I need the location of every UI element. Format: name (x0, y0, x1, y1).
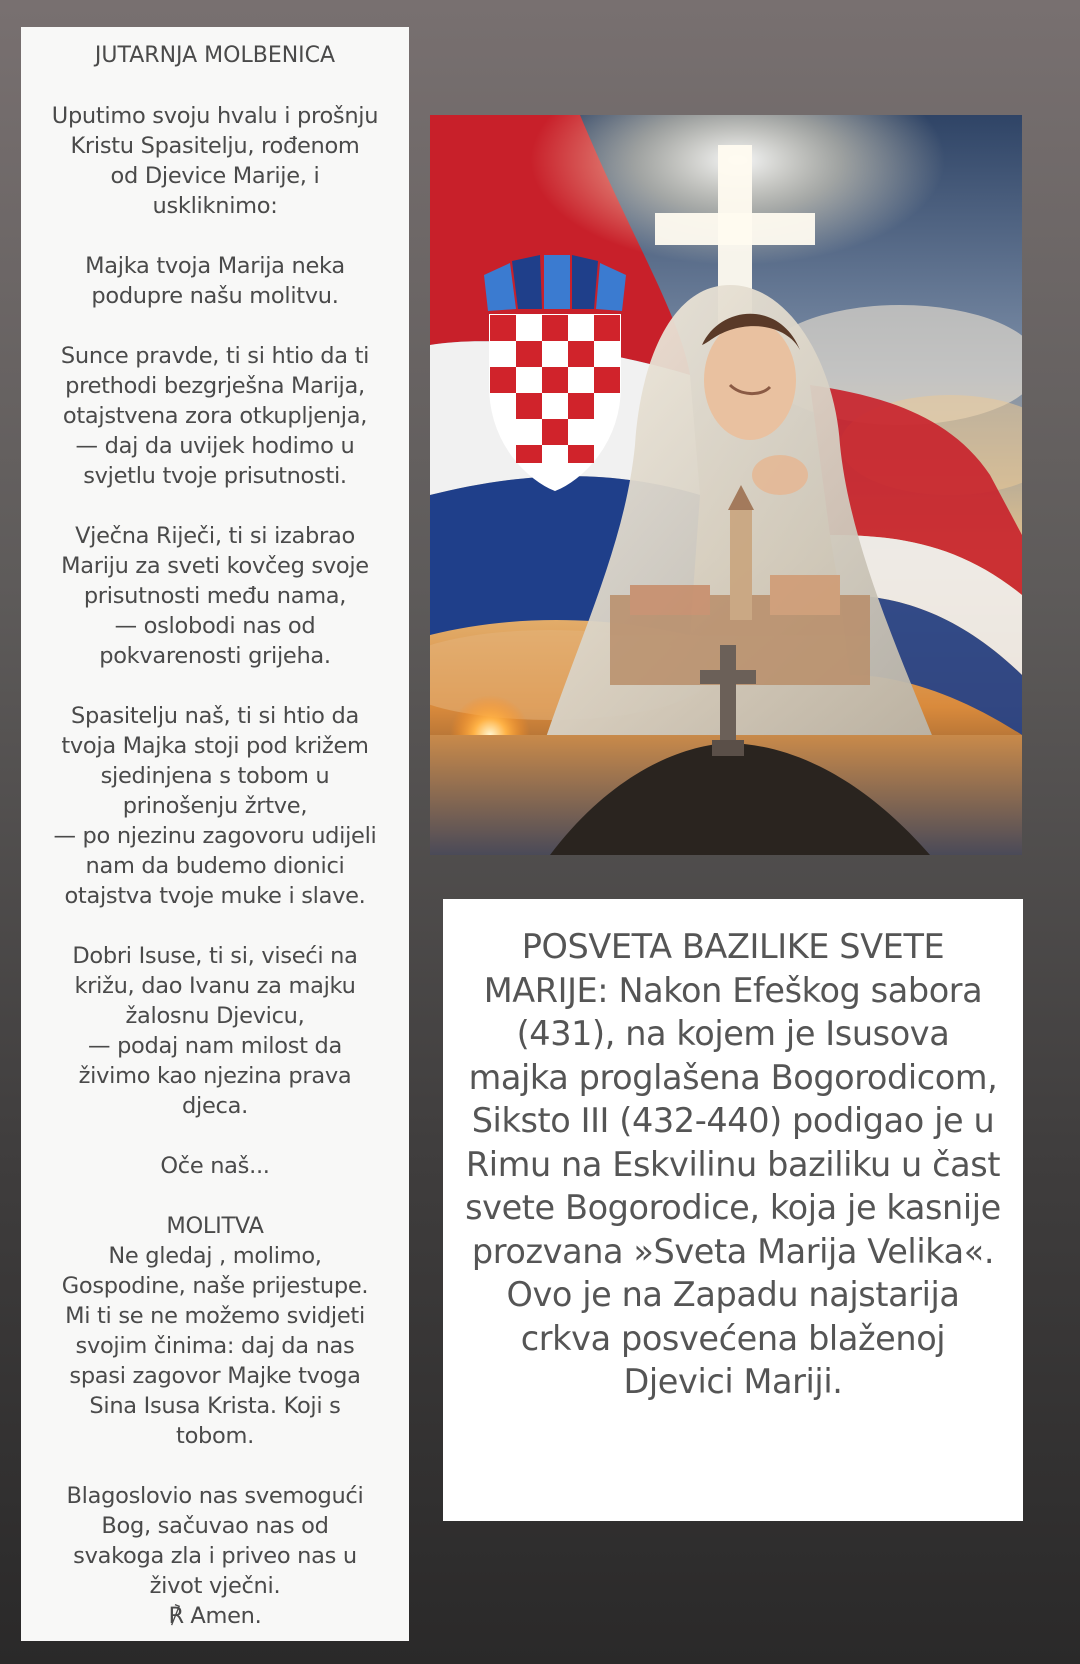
marian-artwork-image (430, 115, 1022, 855)
prayer-paragraph: Sunce pravde, ti si htio da ti prethodi bezgrješna Marija, otajstvena zora otkupljenja, — daj da uvijek hodimo u svjetlu tvoje prisutnosti. (60, 343, 370, 489)
prayer-paragraph: Oče naš... (160, 1153, 270, 1179)
morning-prayer-card (21, 27, 409, 1641)
prayer-paragraph: Spasitelju naš, ti si htio da tvoja Majka stoji pod križem sjedinjena s tobom u prinošenju žrtve, — po njezinu zagovoru udijeli nam da budemo dionici otajstva tvoje muke i slave. (53, 703, 377, 909)
closing-prayer-heading: MOLITVA (166, 1213, 264, 1239)
closing-prayer-text: Ne gledaj , molimo, Gospodine, naše prijestupe. Mi ti se ne možemo svidjeti svojim činima: daj da nas spasi zagovor Majke tvoga Sina Isusa Krista. Koji s tobom. (61, 1243, 369, 1449)
basilica-dedication-text: POSVETA BAZILIKE SVETE MARIJE: Nakon Efeškog sabora (431), na kojem je Isusova majka proglašena Bogorodicom, Siksto III (432-440) podigao je u Rimu na Eskvilinu baziliku u čast svete Bogorodice, koja je kasnije prozvana »Sveta Marija Velika«. Ovo je na Zapadu najstarija crkva posvećena blaženoj Djevici Mariji. (465, 927, 1001, 1401)
prayer-paragraph: Uputimo svoju hvalu i prošnju Kristu Spasitelju, rođenom od Djevice Marije, i uskliknimo: (51, 103, 379, 219)
prayer-paragraph: Vječna Riječi, ti si izabrao Mariju za sveti kovčeg svoje prisutnosti među nama, — oslobodi nas od pokvarenosti grijeha. (61, 523, 369, 669)
basilica-dedication-card (443, 899, 1023, 1521)
blessing-text: Blagoslovio nas svemogući Bog, sačuvao nas od svakoga zla i priveo nas u život vječni. ℟ Amen. (66, 1483, 364, 1629)
marian-artwork-illustration (430, 115, 1022, 855)
prayer-title: JUTARNJA MOLBENICA (94, 43, 336, 68)
prayer-paragraph: Majka tvoja Marija neka podupre našu molitvu. (85, 253, 345, 309)
prayer-paragraph: Dobri Isuse, ti si, viseći na križu, dao Ivanu za majku žalosnu Djevicu, — podaj nam milost da živimo kao njezina prava djeca. (72, 943, 358, 1119)
